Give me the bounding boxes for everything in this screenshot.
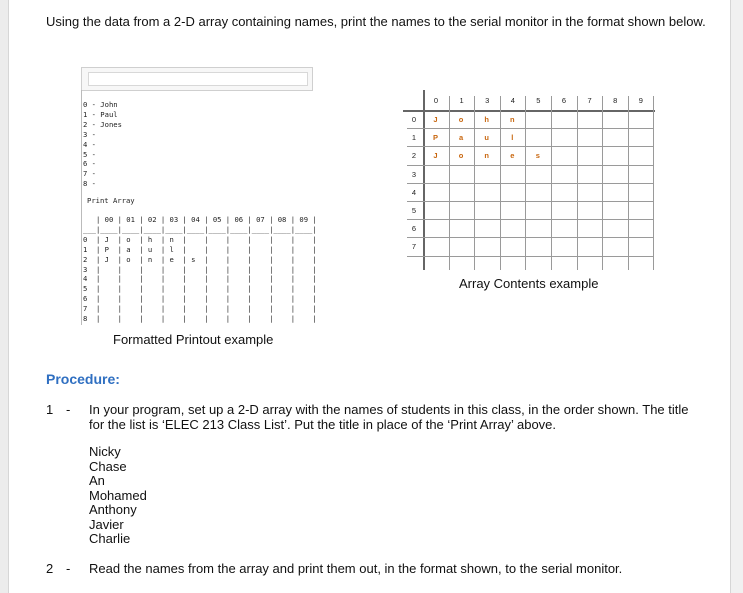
student-name: Javier [89,516,124,532]
serial-grid-line: 3 | | | | | | | | | | | [83,264,317,274]
array-cell: J [433,115,438,124]
step-text: Read the names from the array and print them out, in the format shown, to the serial monitor. [89,561,623,576]
serial-grid-line: 6 | | | | | | | | | | | [83,294,317,304]
array-cell: e [510,151,515,161]
array-cell: P [432,133,438,143]
step-number: 2 [46,561,54,576]
serial-grid-line: | 00 | 01 | 02 | 03 | 04 | 05 | 06 | 07 | 08 | 09 | [83,215,317,224]
array-row-line [407,237,653,238]
array-row-line [407,256,653,257]
serial-title: Print Array [87,196,135,205]
array-cell: o [458,151,464,161]
serial-grid-line: ___|____|____|____|____|____|____|____|____|____|____| [83,224,317,234]
array-cell: o [458,115,464,124]
step-dash: - [66,561,71,576]
student-name: Nicky [89,444,121,459]
array-row-header: 0 [411,115,417,124]
array-cell: l [511,133,514,143]
array-cell: n [510,115,515,124]
serial-name-line: 5 - [83,149,96,159]
array-row-line [407,201,653,202]
array-col-line [653,96,654,270]
array-row-line [407,183,653,184]
array-row-line [407,128,653,129]
caption-printout: Formatted Printout example [113,332,274,347]
serial-name-line: 0 - John [83,100,118,109]
array-cell: u [484,133,489,143]
student-name: An [89,473,105,488]
serial-grid-line: 8 | | | | | | | | | | | [83,314,317,324]
step-number: 1 [46,402,54,417]
serial-input-bar [81,67,313,91]
serial-left-border [81,90,82,325]
array-row-header: 4 [411,187,417,197]
array-cell: h [484,115,489,124]
serial-grid-line: 0 | J | o | h | n | | | | | | | [83,234,317,244]
page-edge-right [730,0,743,593]
array-col-header: 3 [485,96,490,105]
array-col-header: 4 [510,96,515,105]
step-dash: - [66,402,71,417]
array-row-line [407,165,653,166]
serial-name-line: 3 - [83,129,96,139]
array-col-header: 0 [433,96,439,105]
student-name: Charlie [89,531,131,546]
student-name: Mohamed [89,487,147,503]
procedure-heading: Procedure: [46,371,120,387]
caption-array: Array Contents example [459,276,599,291]
page-edge-left [0,0,9,593]
student-name: Chase [89,458,127,474]
array-cell: s [535,151,540,161]
array-cell: a [459,133,464,143]
serial-grid-line: 4 | | | | | | | | | | | [83,274,317,284]
serial-name-line: 4 - [83,139,96,149]
serial-name-line: 8 - [83,179,96,189]
array-col-header: 5 [536,96,541,105]
array-row-header: 7 [411,242,417,252]
serial-name-line: 6 - [83,159,96,169]
serial-grid-line: 7 | | | | | | | | | | | [83,304,317,314]
array-row-header: 6 [411,224,417,234]
serial-grid-line: 5 | | | | | | | | | | | [83,284,317,294]
serial-name-line: 1 - Paul [83,109,118,119]
serial-grid-line: 2 | J | o | n | e | s | | | | | | [83,254,317,264]
array-header-line [403,110,655,112]
array-col-header: 6 [561,96,567,105]
intro-text: Using the data from a 2-D array containing names, print the names to the serial monitor in the format shown below. [46,14,706,29]
serial-grid-lines [83,215,317,324]
step-text: In your program, set up a 2-D array with the names of students in this class, in the order shown. The title for the list is ‘ELEC 213 Class List’. Put the title in place of the ‘Print Array’ above. [89,402,689,432]
array-col-header: 1 [459,96,464,105]
serial-input-field [88,72,308,86]
array-col-header: 7 [587,96,592,105]
array-row-header: 2 [411,151,417,161]
serial-name-line: 7 - [83,169,96,179]
array-cell: J [433,151,438,161]
serial-monitor-image [81,67,317,327]
student-name: Anthony [89,502,137,517]
array-row-header: 3 [411,169,417,179]
array-col-header: 9 [638,96,643,105]
array-cell: n [484,151,489,161]
student-names-list [89,445,147,547]
array-row-header: 1 [411,133,417,143]
serial-name-line: 2 - Jones [83,119,122,129]
array-col-header: 8 [613,96,618,105]
array-row-line [407,219,653,220]
serial-name-lines [83,100,122,189]
serial-grid-line: 1 | P | a | u | l | | | | | | | [83,244,317,254]
array-row-header: 5 [411,206,417,215]
array-row-line [407,146,653,147]
cut-off-next-line [46,587,446,593]
